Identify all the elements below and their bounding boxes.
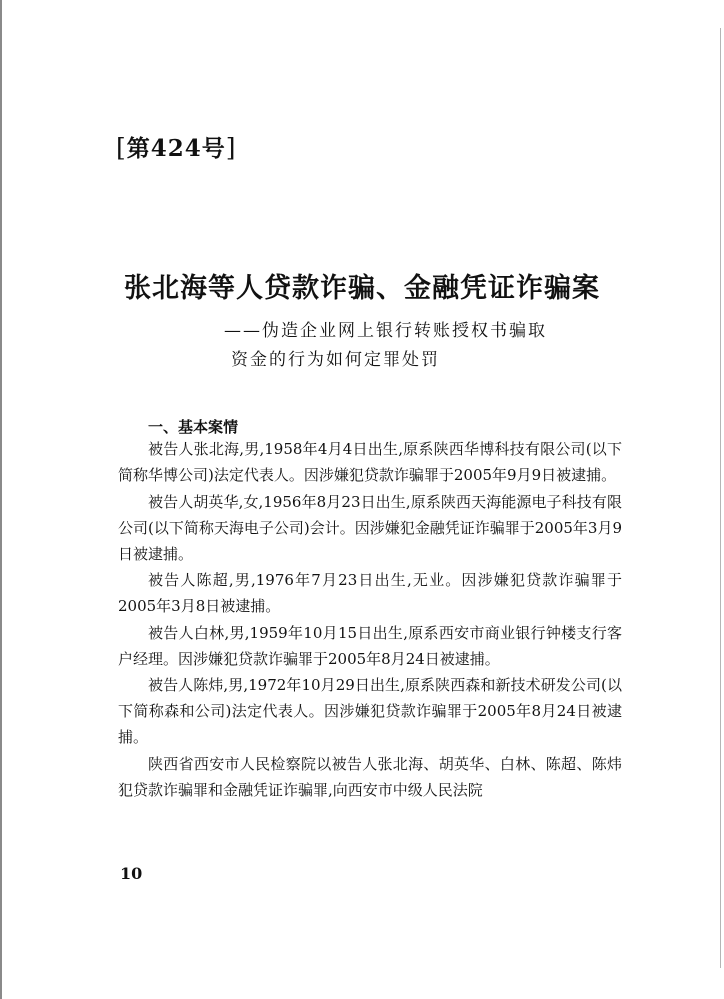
case-subtitle-line-1: ——伪造企业网上银行转账授权书骗取 (224, 321, 547, 341)
paragraph-defendant-bai: 被告人白林,男,1959年10月15日出生,原系西安市商业银行钟楼支行客户经理。因涉嫌犯贷款诈骗罪于2005年8月24日被逮捕。 (118, 623, 622, 668)
page-left-edge (0, 0, 2, 999)
case-number-label: 第424号 (126, 135, 226, 162)
page-number: 10 (120, 864, 143, 883)
case-subtitle-line-2: 资金的行为如何定罪处罚 (231, 350, 440, 370)
case-number-close-bracket: ] (225, 133, 237, 162)
section-heading: 一、基本案情 (148, 418, 239, 436)
case-title: 张北海等人贷款诈骗、金融凭证诈骗案 (124, 273, 600, 304)
page-right-edge (720, 28, 721, 968)
paragraph-prosecution: 陕西省西安市人民检察院以被告人张北海、胡英华、白林、陈超、陈炜犯贷款诈骗罪和金融凭证诈骗罪,向西安市中级人民法院 (118, 754, 622, 799)
case-number-open-bracket: [ (116, 133, 127, 162)
case-number (116, 130, 237, 163)
paragraph-defendant-hu: 被告人胡英华,女,1956年8月23日出生,原系陕西天海能源电子科技有限公司(以下简称天海电子公司)会计。因涉嫌犯金融凭证诈骗罪于2005年3月9日被逮捕。 (118, 492, 622, 563)
paragraph-defendant-chen-wei: 被告人陈炜,男,1972年10月29日出生,原系陕西森和新技术研发公司(以下简称森和公司)法定代表人。因涉嫌犯贷款诈骗罪于2005年8月24日被逮捕。 (118, 676, 622, 746)
body-text (118, 436, 622, 803)
paragraph-defendant-chen-chao: 被告人陈超,男,1976年7月23日出生,无业。因涉嫌犯贷款诈骗罪于2005年3月8日被逮捕。 (118, 571, 622, 615)
paragraph-defendant-zhang: 被告人张北海,男,1958年4月4日出生,原系陕西华博科技有限公司(以下简称华博公司)法定代表人。因涉嫌犯贷款诈骗罪于2005年9月9日被逮捕。 (118, 440, 622, 484)
